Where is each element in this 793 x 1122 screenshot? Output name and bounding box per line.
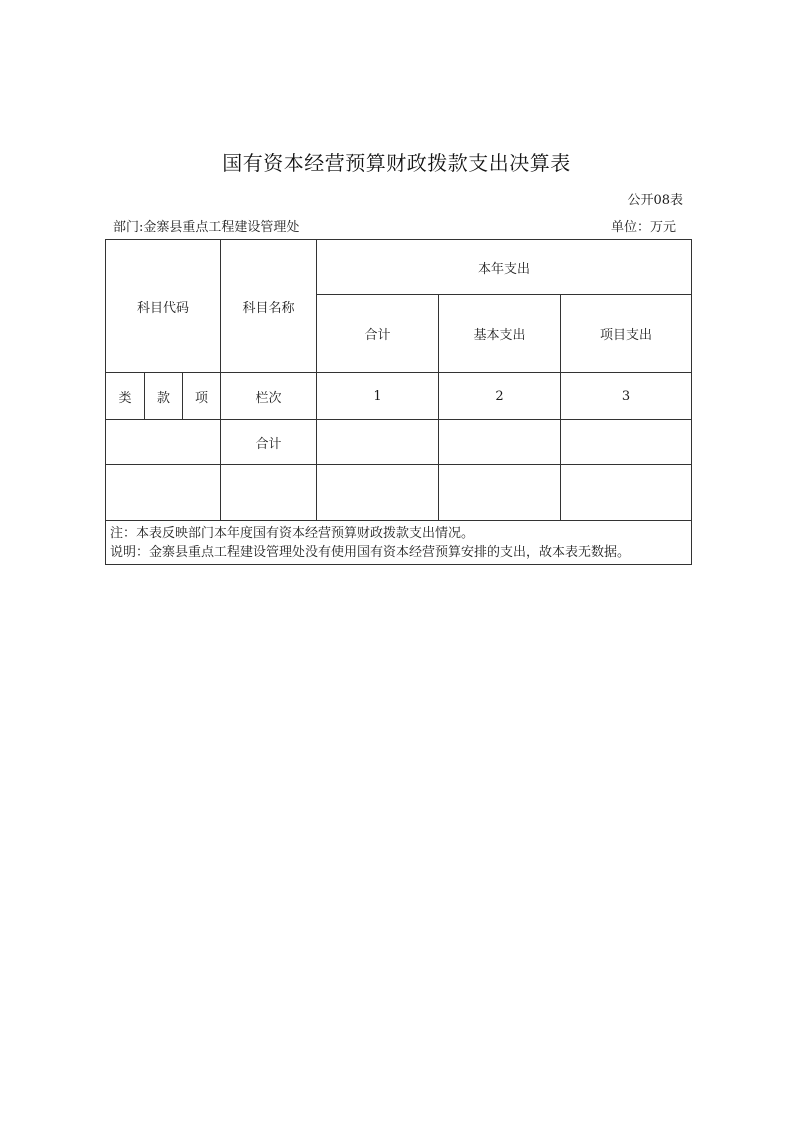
column-number-3: 3 bbox=[561, 373, 692, 420]
header-current-year: 本年支出 bbox=[317, 240, 692, 295]
unit-label: 单位：万元 bbox=[610, 220, 676, 235]
code-part-item: 项 bbox=[183, 373, 221, 420]
document-title: 国有资本经营预算财政拨款支出决算表 bbox=[222, 151, 571, 175]
notes-cell bbox=[106, 521, 692, 565]
total-row-project bbox=[561, 420, 692, 465]
table-row-empty-name bbox=[221, 465, 317, 521]
table-row-empty-basic bbox=[439, 465, 561, 521]
department-label: 部门:金寨县重点工程建设管理处 bbox=[113, 220, 300, 235]
header-subject-code: 科目代码 bbox=[106, 240, 221, 373]
total-row-code bbox=[106, 420, 221, 465]
explanation-text: 说明：金寨县重点工程建设管理处没有使用国有资本经营预算安排的支出，故本表无数据。 bbox=[110, 545, 631, 560]
column-number-2: 2 bbox=[439, 373, 561, 420]
header-subject-name: 科目名称 bbox=[221, 240, 317, 373]
header-basic: 基本支出 bbox=[439, 295, 561, 373]
total-row-label: 合计 bbox=[221, 420, 317, 465]
note-text: 注：本表反映部门本年度国有资本经营预算财政拨款支出情况。 bbox=[110, 526, 475, 541]
header-project: 项目支出 bbox=[561, 295, 692, 373]
header-total: 合计 bbox=[317, 295, 439, 373]
total-row-total bbox=[317, 420, 439, 465]
table-row-empty-total bbox=[317, 465, 439, 521]
form-number: 公开08表 bbox=[627, 193, 683, 208]
code-part-category: 类 bbox=[106, 373, 145, 420]
expenditure-table bbox=[105, 239, 692, 565]
column-number-1: 1 bbox=[317, 373, 439, 420]
table-row-empty-code bbox=[106, 465, 221, 521]
code-part-section: 款 bbox=[145, 373, 183, 420]
table-row-empty-project bbox=[561, 465, 692, 521]
total-row-basic bbox=[439, 420, 561, 465]
column-index-label: 栏次 bbox=[221, 373, 317, 420]
